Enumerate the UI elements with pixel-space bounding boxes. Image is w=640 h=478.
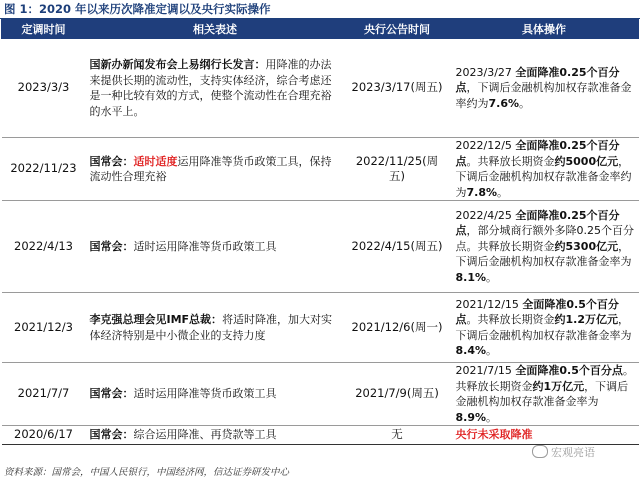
header-date: 定调时间 <box>2 20 86 39</box>
header-desc: 相关表述 <box>86 20 345 39</box>
table-row <box>2 201 639 293</box>
row-date: 2021/12/3 <box>2 293 86 363</box>
row-announce-date: 2022/4/15(周五) <box>345 201 450 293</box>
row-operation: 2021/12/15 全面降准0.5个百分点。共释放长期资金约1.2万亿元，下调后金融机构加权存款准备金率为8.4%。 <box>450 293 639 363</box>
figure-title: 图 1：2020 年以来历次降准定调以及央行实际操作 <box>4 2 271 16</box>
row-date: 2022/11/23 <box>2 138 86 201</box>
policy-table <box>1 19 639 445</box>
table-row <box>2 293 639 363</box>
table-row <box>2 426 639 445</box>
watermark-text: 宏观亮语 <box>551 446 595 459</box>
wechat-logo-icon <box>532 445 548 458</box>
row-description: 国常会：适时运用降准等货币政策工具 <box>86 363 345 426</box>
header-operation: 具体操作 <box>450 20 639 39</box>
row-announce-date: 2021/7/9(周五) <box>345 363 450 426</box>
row-description: 国常会：综合运用降准、再贷款等工具 <box>86 426 345 445</box>
table-header-row <box>2 20 639 39</box>
row-operation: 2023/3/27 全面降准0.25个百分点，下调后金融机构加权存款准备金率约为7.6%。 <box>450 39 639 138</box>
row-announce-date: 2023/3/17(周五) <box>345 39 450 138</box>
row-date: 2023/3/3 <box>2 39 86 138</box>
row-date: 2022/4/13 <box>2 201 86 293</box>
source-note: 资料来源：国常会，中国人民银行，中国经济网，信达证券研发中心 <box>4 467 290 478</box>
row-description: 国新办新闻发布会上易纲行长发言：用降准的办法来提供长期的流动性，支持实体经济，综合考虑还是一种比较有效的方式，使整个流动性在合理充裕的水平上。 <box>86 39 345 138</box>
row-announce-date: 2021/12/6(周一) <box>345 293 450 363</box>
header-announce: 央行公告时间 <box>345 20 450 39</box>
row-operation: 2022/12/5 全面降准0.25个百分点。共释放长期资金约5000亿元，下调后金融机构加权存款准备金率约为7.8%。 <box>450 138 639 201</box>
row-announce-date: 2022/11/25(周五) <box>345 138 450 201</box>
row-date: 2020/6/17 <box>2 426 86 445</box>
row-operation: 央行未采取降准 <box>450 426 639 445</box>
table-row <box>2 363 639 426</box>
row-description: 李克强总理会见IMF总裁：将适时降准，加大对实体经济特别是中小微企业的支持力度 <box>86 293 345 363</box>
table-row <box>2 39 639 138</box>
row-date: 2021/7/7 <box>2 363 86 426</box>
row-operation: 2022/4/25 全面降准0.25个百分点，部分城商行额外多降0.25个百分点。共释放长期资金约5300亿元，下调后金融机构加权存款准备金率为8.1%。 <box>450 201 639 293</box>
row-announce-date: 无 <box>345 426 450 445</box>
row-description: 国常会：适时适度运用降准等货币政策工具，保持流动性合理充裕 <box>86 138 345 201</box>
row-operation: 2021/7/15 全面降准0.5个百分点。共释放长期资金约1万亿元，下调后金融机构加权存款准备金率为8.9%。 <box>450 363 639 426</box>
watermark <box>532 444 595 460</box>
table-row <box>2 138 639 201</box>
row-description: 国常会：适时运用降准等货币政策工具 <box>86 201 345 293</box>
